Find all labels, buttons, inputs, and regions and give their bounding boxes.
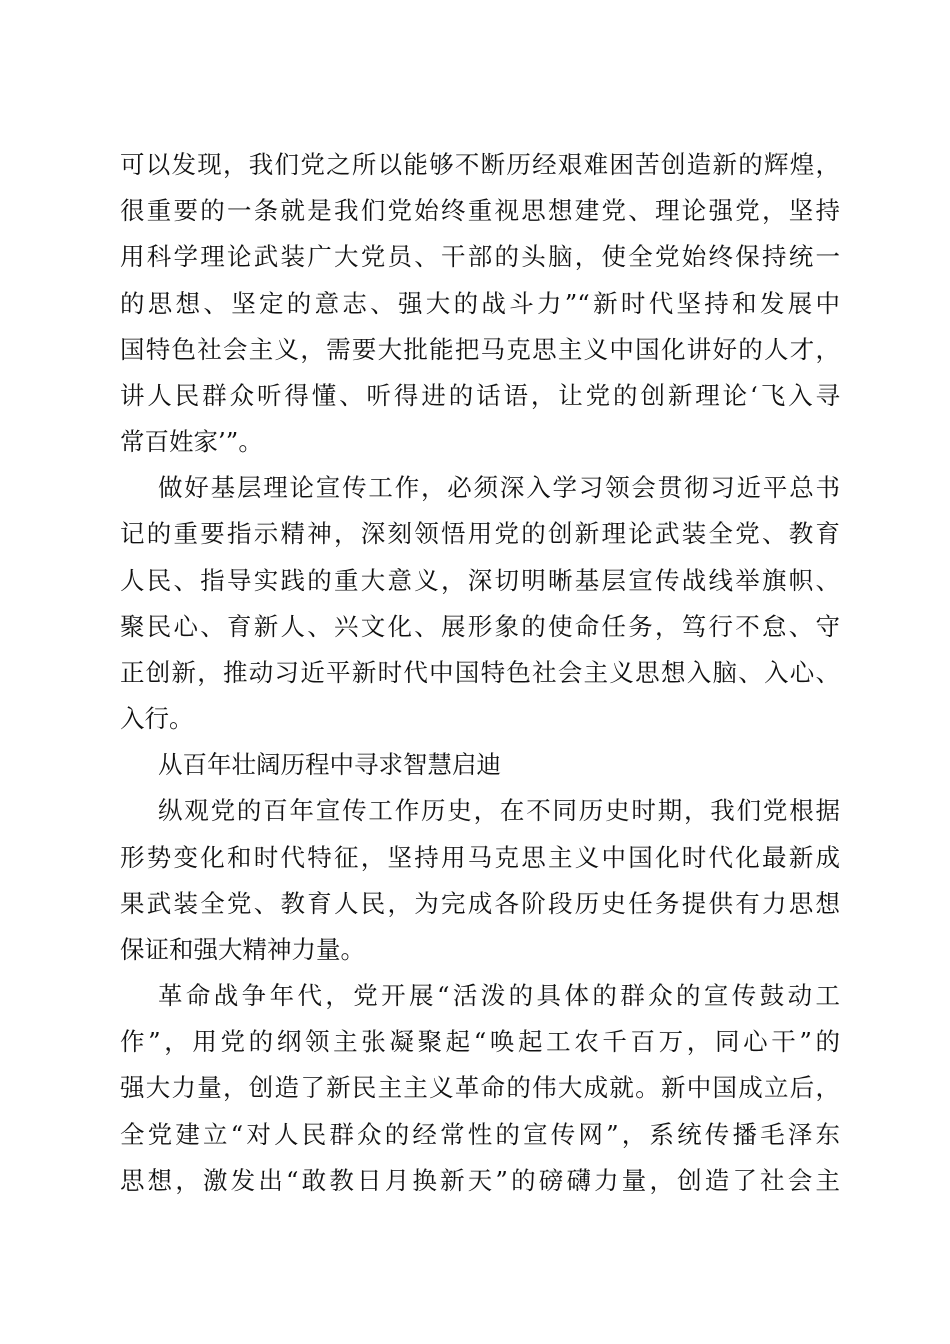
text-line: 聚民心、育新人、兴文化、展形象的使命任务，笃行不怠、守 xyxy=(120,612,840,641)
text-line: 的思想、坚定的意志、强大的战斗力”“新时代坚持和发展中 xyxy=(120,289,840,318)
text-line: 正创新，推动习近平新时代中国特色社会主义思想入脑、入心、 xyxy=(120,658,840,687)
text-line: 保证和强大精神力量。 xyxy=(120,935,365,964)
text-line: 用科学理论武装广大党员、干部的头脑，使全党始终保持统一 xyxy=(120,242,840,271)
text-line: 强大力量，创造了新民主主义革命的伟大成就。新中国成立后， xyxy=(120,1073,840,1102)
text-line: 全党建立“对人民群众的经常性的宣传网”，系统传播毛泽东 xyxy=(120,1120,840,1149)
text-line: 人民、指导实践的重大意义，深切明晰基层宣传战线举旗帜、 xyxy=(120,566,840,595)
text-line: 常百姓家’”。 xyxy=(120,427,263,456)
text-line: 形势变化和时代特征，坚持用马克思主义中国化时代化最新成 xyxy=(120,843,840,872)
section-heading: 从百年壮阔历程中寻求智慧启迪 xyxy=(158,750,501,779)
text-line: 作”，用党的纲领主张凝聚起“唤起工农千百万，同心干”的 xyxy=(120,1027,840,1056)
text-line: 很重要的一条就是我们党始终重视思想建党、理论强党，坚持 xyxy=(120,196,840,225)
paragraph-first-line: 做好基层理论宣传工作，必须深入学习领会贯彻习近平总书 xyxy=(158,473,840,502)
paragraph-first-line: 革命战争年代，党开展“活泼的具体的群众的宣传鼓动工 xyxy=(158,981,840,1010)
text-line: 可以发现，我们党之所以能够不断历经艰难困苦创造新的辉煌， xyxy=(120,150,840,179)
text-line: 记的重要指示精神，深刻领悟用党的创新理论武装全党、教育 xyxy=(120,519,840,548)
text-line: 果武装全党、教育人民，为完成各阶段历史任务提供有力思想 xyxy=(120,889,840,918)
text-line: 思想，激发出“敢教日月换新天”的磅礴力量，创造了社会主 xyxy=(120,1166,840,1195)
text-line: 国特色社会主义，需要大批能把马克思主义中国化讲好的人才， xyxy=(120,335,840,364)
paragraph-first-line: 纵观党的百年宣传工作历史，在不同历史时期，我们党根据 xyxy=(158,796,840,825)
text-line: 讲人民群众听得懂、听得进的话语，让党的创新理论‘飞入寻 xyxy=(120,381,840,410)
text-line: 入行。 xyxy=(120,704,194,733)
